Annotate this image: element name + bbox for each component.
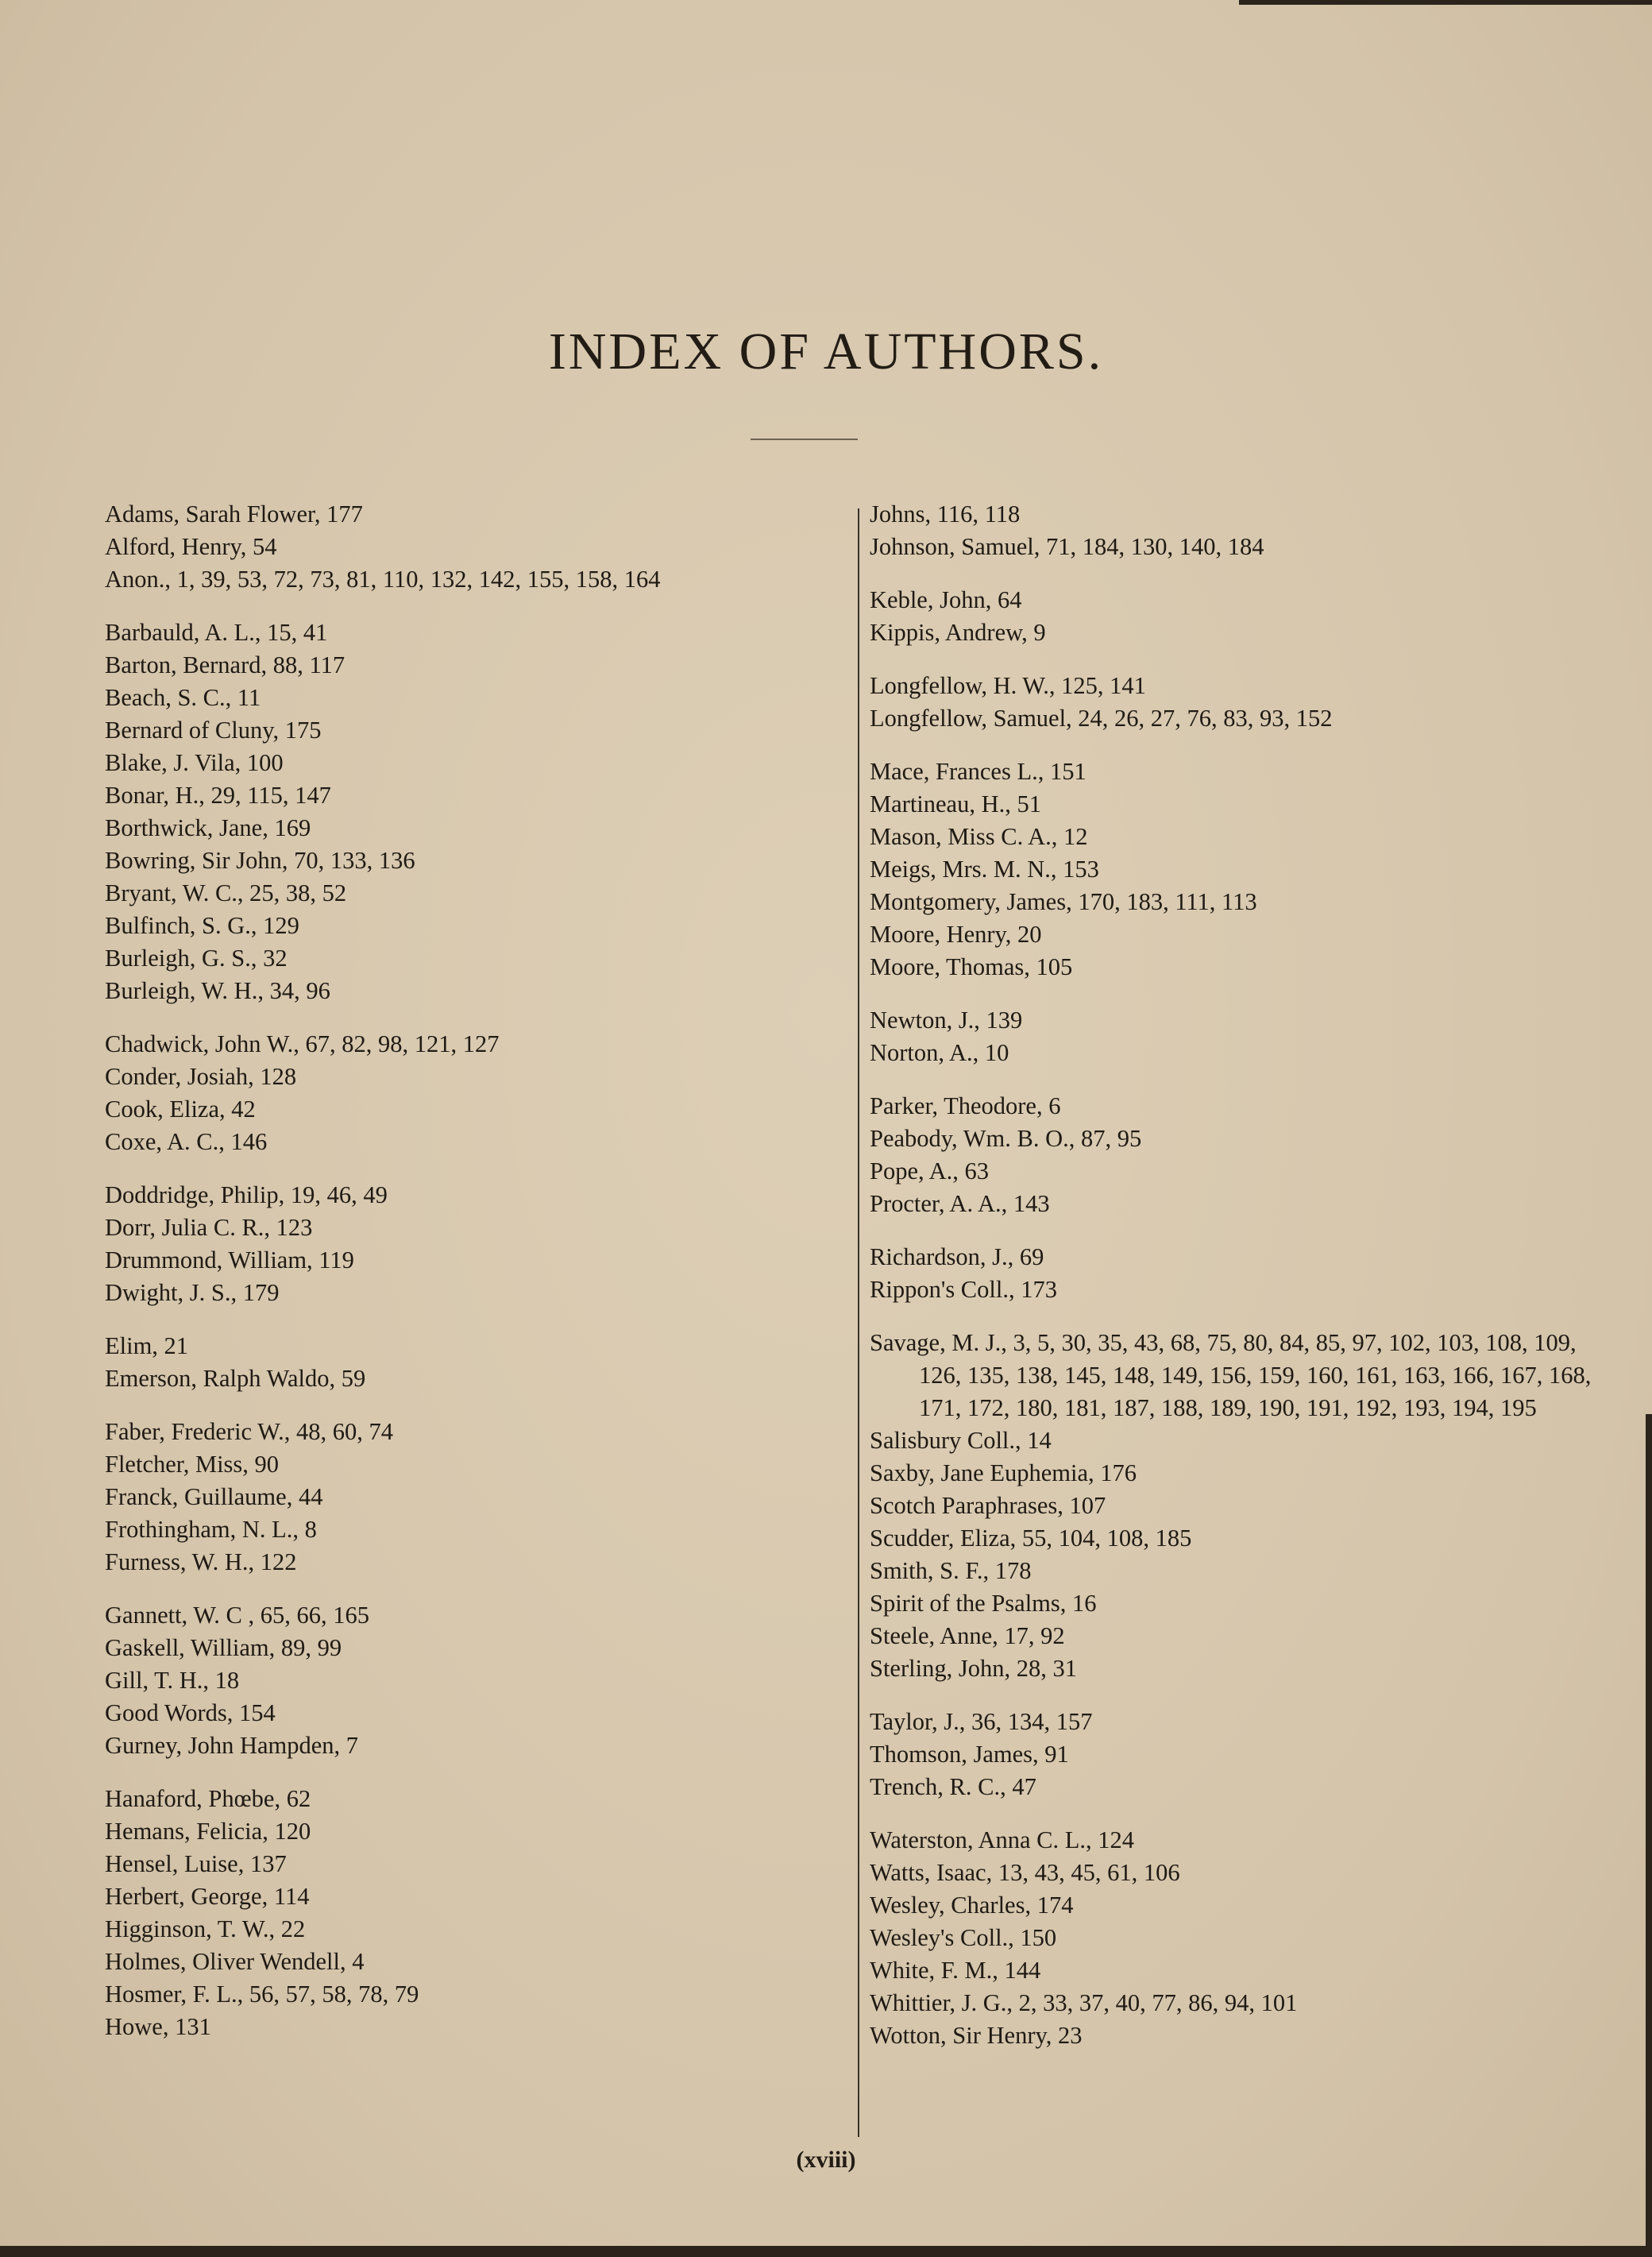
index-entry: Thomson, James, 91	[870, 1741, 1069, 1768]
index-entry: Taylor, J., 36, 134, 157	[870, 1708, 1093, 1735]
page-title: INDEX OF AUTHORS.	[548, 323, 1104, 381]
index-entry: Herbert, George, 114	[105, 1883, 310, 1910]
letter-group	[105, 1416, 836, 1579]
index-entry: Emerson, Ralph Waldo, 59	[105, 1365, 366, 1392]
index-entry: Bonar, H., 29, 115, 147	[105, 782, 331, 809]
scan-edge-top	[1239, 0, 1652, 5]
letter-group	[105, 1179, 836, 1309]
index-column-left	[105, 498, 836, 2064]
index-entry: Gaskell, William, 89, 99	[105, 1634, 342, 1661]
index-entry: Johnson, Samuel, 71, 184, 130, 140, 184	[870, 533, 1264, 560]
index-entry: Gill, T. H., 18	[105, 1667, 240, 1694]
index-entry: Doddridge, Philip, 19, 46, 49	[105, 1181, 388, 1208]
index-entry: Cook, Eliza, 42	[105, 1096, 256, 1123]
index-entry: Chadwick, John W., 67, 82, 98, 121, 127	[105, 1030, 500, 1057]
index-entry: Parker, Theodore, 6	[870, 1092, 1061, 1119]
index-entry: Hosmer, F. L., 56, 57, 58, 78, 79	[105, 1981, 419, 2008]
letter-group	[105, 1028, 836, 1158]
letter-group	[870, 670, 1616, 735]
index-entry: Frothingham, N. L., 8	[105, 1516, 317, 1543]
index-entry: Hemans, Felicia, 120	[105, 1818, 311, 1845]
letter-group	[870, 1706, 1616, 1803]
letter-group	[870, 1090, 1616, 1220]
index-column-right	[870, 498, 1616, 2073]
index-entry: Faber, Frederic W., 48, 60, 74	[105, 1418, 394, 1445]
index-entry: Saxby, Jane Euphemia, 176	[870, 1459, 1137, 1486]
index-entry: Wotton, Sir Henry, 23	[870, 2022, 1083, 2049]
index-entry: Alford, Henry, 54	[105, 533, 277, 560]
index-entry: Richardson, J., 69	[870, 1243, 1044, 1270]
index-entry: Smith, S. F., 178	[870, 1557, 1032, 1584]
index-entry: Waterston, Anna C. L., 124	[870, 1826, 1134, 1853]
letter-group	[870, 1824, 1616, 2052]
index-entry: Elim, 21	[105, 1332, 189, 1359]
letter-group	[870, 1004, 1616, 1069]
index-entry: Adams, Sarah Flower, 177	[105, 500, 363, 528]
index-entry: Martineau, H., 51	[870, 790, 1041, 817]
index-entry: Longfellow, Samuel, 24, 26, 27, 76, 83, 93, 152	[870, 705, 1333, 732]
index-entry: Peabody, Wm. B. O., 87, 95	[870, 1125, 1142, 1152]
index-entry: Johns, 116, 118	[870, 500, 1021, 528]
index-entry: Scotch Paraphrases, 107	[870, 1492, 1106, 1519]
index-entry: Dorr, Julia C. R., 123	[105, 1214, 313, 1241]
letter-group	[870, 1241, 1616, 1306]
scan-edge-bottom	[0, 2246, 1652, 2257]
index-entry: Good Words, 154	[105, 1699, 276, 1726]
index-entry: Higginson, T. W., 22	[105, 1915, 306, 1942]
index-entry: Moore, Thomas, 105	[870, 953, 1073, 980]
index-entry: Holmes, Oliver Wendell, 4	[105, 1948, 365, 1975]
index-entry: Steele, Anne, 17, 92	[870, 1622, 1065, 1649]
index-entry: Borthwick, Jane, 169	[105, 814, 311, 841]
index-entry: Whittier, J. G., 2, 33, 37, 40, 77, 86, 94, 101	[870, 1989, 1298, 2016]
index-entry: Rippon's Coll., 173	[870, 1276, 1057, 1303]
index-entry: Burleigh, G. S., 32	[105, 945, 288, 972]
index-entry: Bulfinch, S. G., 129	[105, 912, 299, 939]
index-entry: Blake, J. Vila, 100	[105, 749, 284, 776]
index-entry: White, F. M., 144	[870, 1957, 1041, 1984]
index-entry: Kippis, Andrew, 9	[870, 619, 1046, 646]
index-entry: Moore, Henry, 20	[870, 921, 1042, 948]
index-entry: Spirit of the Psalms, 16	[870, 1590, 1097, 1617]
index-entry: Beach, S. C., 11	[105, 684, 261, 711]
title-rule	[751, 439, 858, 440]
letter-group	[105, 1599, 836, 1762]
index-entry: Fletcher, Miss, 90	[105, 1451, 280, 1478]
index-entry: Gurney, John Hampden, 7	[105, 1732, 359, 1759]
index-entry: Watts, Isaac, 13, 43, 45, 61, 106	[870, 1859, 1180, 1886]
index-entry: Procter, A. A., 143	[870, 1190, 1050, 1217]
index-entry: Anon., 1, 39, 53, 72, 73, 81, 110, 132, 142, 155, 158, 164	[105, 566, 661, 593]
index-entry: Burleigh, W. H., 34, 96	[105, 977, 330, 1004]
letter-group	[105, 498, 836, 596]
index-entry: Mason, Miss C. A., 12	[870, 823, 1088, 850]
index-entry: Drummond, William, 119	[105, 1246, 354, 1273]
index-entry: Coxe, A. C., 146	[105, 1128, 268, 1155]
index-entry: Sterling, John, 28, 31	[870, 1655, 1077, 1682]
index-entry: Dwight, J. S., 179	[105, 1279, 280, 1306]
index-entry: Hensel, Luise, 137	[105, 1850, 287, 1877]
index-entry: Mace, Frances L., 151	[870, 758, 1087, 785]
index-entry: Bernard of Cluny, 175	[105, 717, 322, 744]
letter-group	[105, 616, 836, 1007]
index-entry: Conder, Josiah, 128	[105, 1063, 297, 1090]
letter-group	[105, 1330, 836, 1395]
index-entry: Wesley's Coll., 150	[870, 1924, 1057, 1951]
letter-group	[870, 1327, 1616, 1685]
index-entry: Keble, John, 64	[870, 586, 1022, 613]
column-divider	[858, 508, 859, 2137]
index-entry: Meigs, Mrs. M. N., 153	[870, 856, 1099, 883]
letter-group	[105, 1783, 836, 2043]
index-entry: Barbauld, A. L., 15, 41	[105, 619, 328, 646]
index-entry: Hanaford, Phœbe, 62	[105, 1785, 311, 1812]
index-entry: Franck, Guillaume, 44	[105, 1483, 323, 1510]
index-entry: Howe, 131	[105, 2013, 211, 2040]
index-entry: Montgomery, James, 170, 183, 111, 113	[870, 888, 1257, 915]
letter-group	[870, 498, 1616, 563]
scan-edge-right	[1646, 1414, 1652, 2257]
letter-group	[870, 584, 1616, 649]
index-entry: Savage, M. J., 3, 5, 30, 35, 43, 68, 75, 80, 84, 85, 97, 102, 103, 108, 109, 126, 135, 138, 145, 148, 149, 156, 159, 160, 161, 163, 166, 167, 168, 171, 172, 180, 181, 187, 188, 189, 190, 191, 192, 193, 194, 195	[870, 1329, 1592, 1421]
index-entry: Gannett, W. C , 65, 66, 165	[105, 1602, 369, 1629]
letter-group	[870, 756, 1616, 984]
index-entry: Bryant, W. C., 25, 38, 52	[105, 879, 347, 906]
index-entry: Trench, R. C., 47	[870, 1773, 1036, 1800]
page-number: (xviii)	[796, 2147, 856, 2173]
index-entry: Pope, A., 63	[870, 1157, 989, 1185]
index-entry: Bowring, Sir John, 70, 133, 136	[105, 847, 415, 874]
index-entry: Barton, Bernard, 88, 117	[105, 651, 345, 678]
index-entry: Norton, A., 10	[870, 1039, 1009, 1066]
index-entry: Wesley, Charles, 174	[870, 1892, 1074, 1919]
index-entry: Longfellow, H. W., 125, 141	[870, 672, 1146, 699]
index-entry: Scudder, Eliza, 55, 104, 108, 185	[870, 1525, 1192, 1552]
index-entry: Furness, W. H., 122	[105, 1548, 297, 1575]
index-entry: Newton, J., 139	[870, 1007, 1023, 1034]
index-entry: Salisbury Coll., 14	[870, 1427, 1052, 1454]
